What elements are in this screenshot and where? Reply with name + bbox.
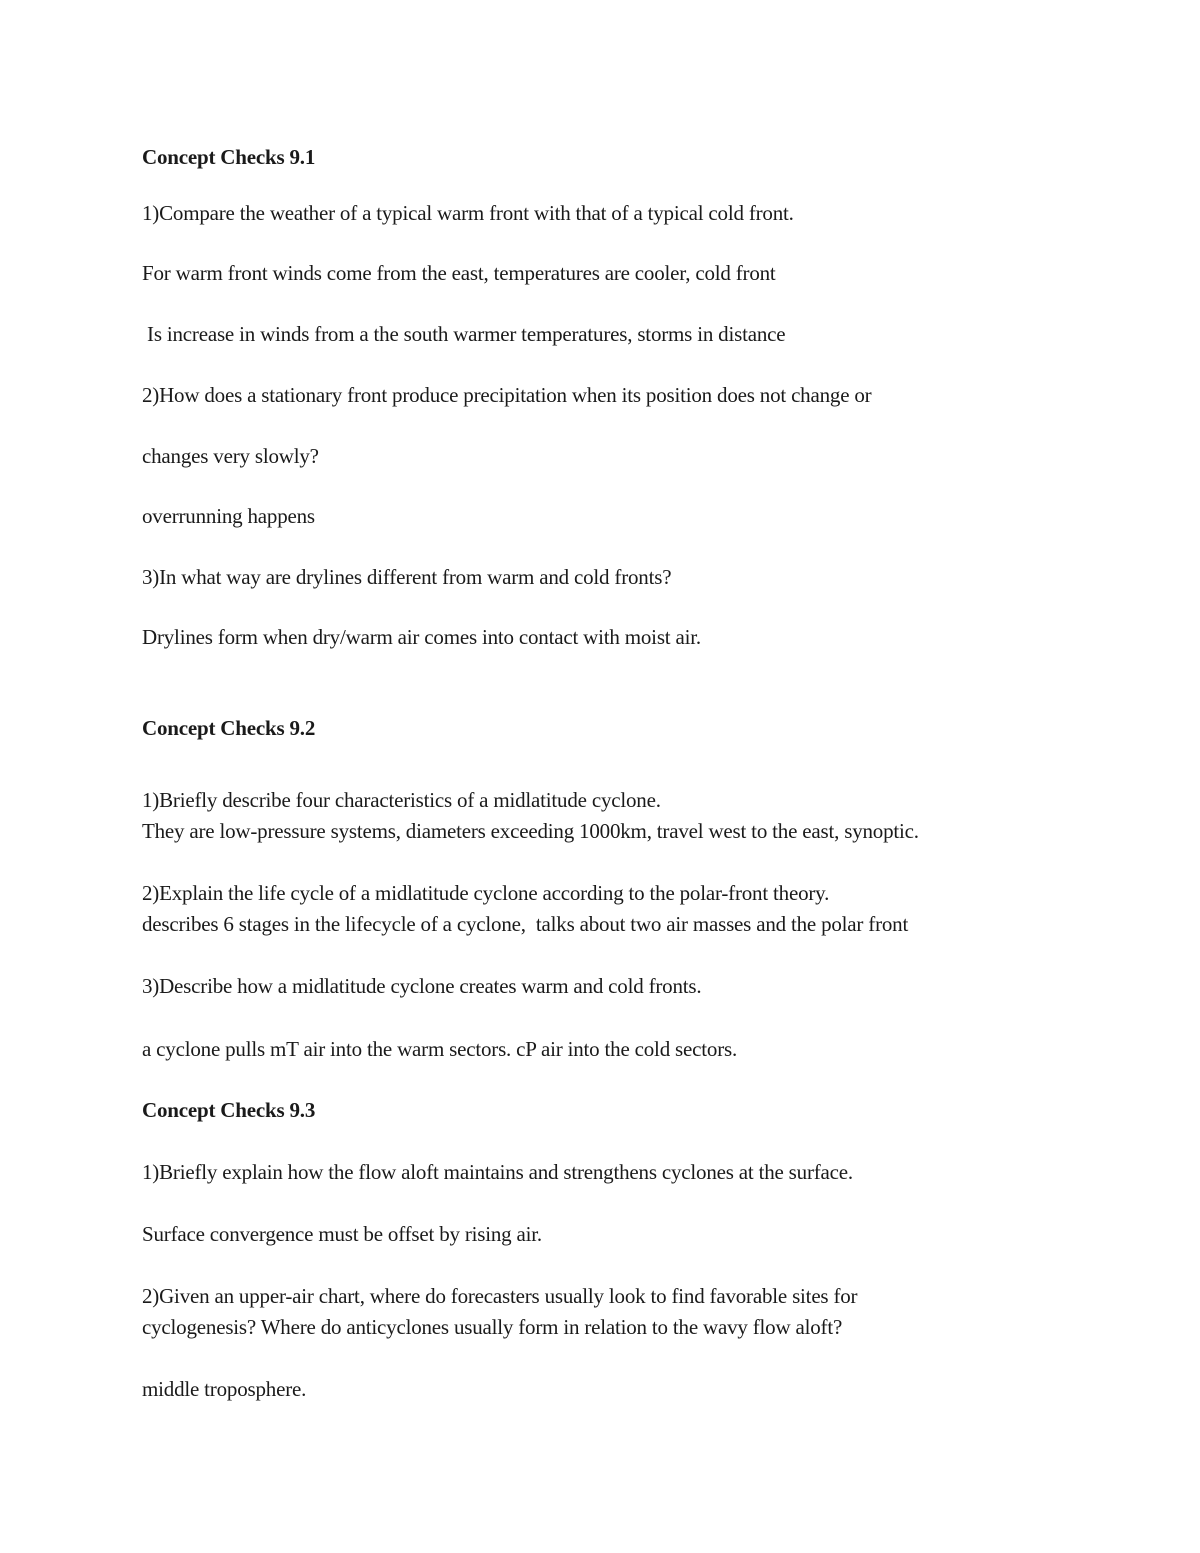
question-9-1-2-line-2: changes very slowly? <box>142 444 319 468</box>
answer-9-1-2: overrunning happens <box>142 504 315 528</box>
answer-9-3-1: Surface convergence must be offset by rising air. <box>142 1222 542 1246</box>
question-9-3-2-line-1: 2)Given an upper-air chart, where do forecasters usually look to find favorable sites for <box>142 1284 858 1308</box>
answer-9-3-2: middle troposphere. <box>142 1377 307 1401</box>
section-heading-9-1: Concept Checks 9.1 <box>142 145 316 169</box>
section-heading-9-2: Concept Checks 9.2 <box>142 716 316 740</box>
answer-9-1-1-line-2: Is increase in winds from a the south warmer temperatures, storms in distance <box>142 322 786 346</box>
section-heading-9-3: Concept Checks 9.3 <box>142 1098 316 1122</box>
question-9-2-1: 1)Briefly describe four characteristics of a midlatitude cyclone. <box>142 788 661 812</box>
answer-9-1-1-line-1: For warm front winds come from the east, temperatures are cooler, cold front <box>142 261 776 285</box>
question-9-3-1: 1)Briefly explain how the flow aloft maintains and strengthens cyclones at the surface. <box>142 1160 853 1184</box>
answer-9-2-3: a cyclone pulls mT air into the warm sectors. cP air into the cold sectors. <box>142 1037 738 1061</box>
question-9-2-3: 3)Describe how a midlatitude cyclone creates warm and cold fronts. <box>142 974 702 998</box>
question-9-2-2: 2)Explain the life cycle of a midlatitude cyclone according to the polar-front theory. <box>142 881 830 905</box>
question-9-1-2-line-1: 2)How does a stationary front produce precipitation when its position does not change or <box>142 383 872 407</box>
question-9-1-1: 1)Compare the weather of a typical warm front with that of a typical cold front. <box>142 201 794 225</box>
answer-9-2-2: describes 6 stages in the lifecycle of a cyclone, talks about two air masses and the polar front <box>142 912 909 936</box>
question-9-1-3: 3)In what way are drylines different from warm and cold fronts? <box>142 565 672 589</box>
question-9-3-2-line-2: cyclogenesis? Where do anticyclones usually form in relation to the wavy flow aloft? <box>142 1315 843 1339</box>
answer-9-1-3: Drylines form when dry/warm air comes into contact with moist air. <box>142 625 701 649</box>
answer-9-2-1: They are low-pressure systems, diameters exceeding 1000km, travel west to the east, synoptic. <box>142 819 919 843</box>
